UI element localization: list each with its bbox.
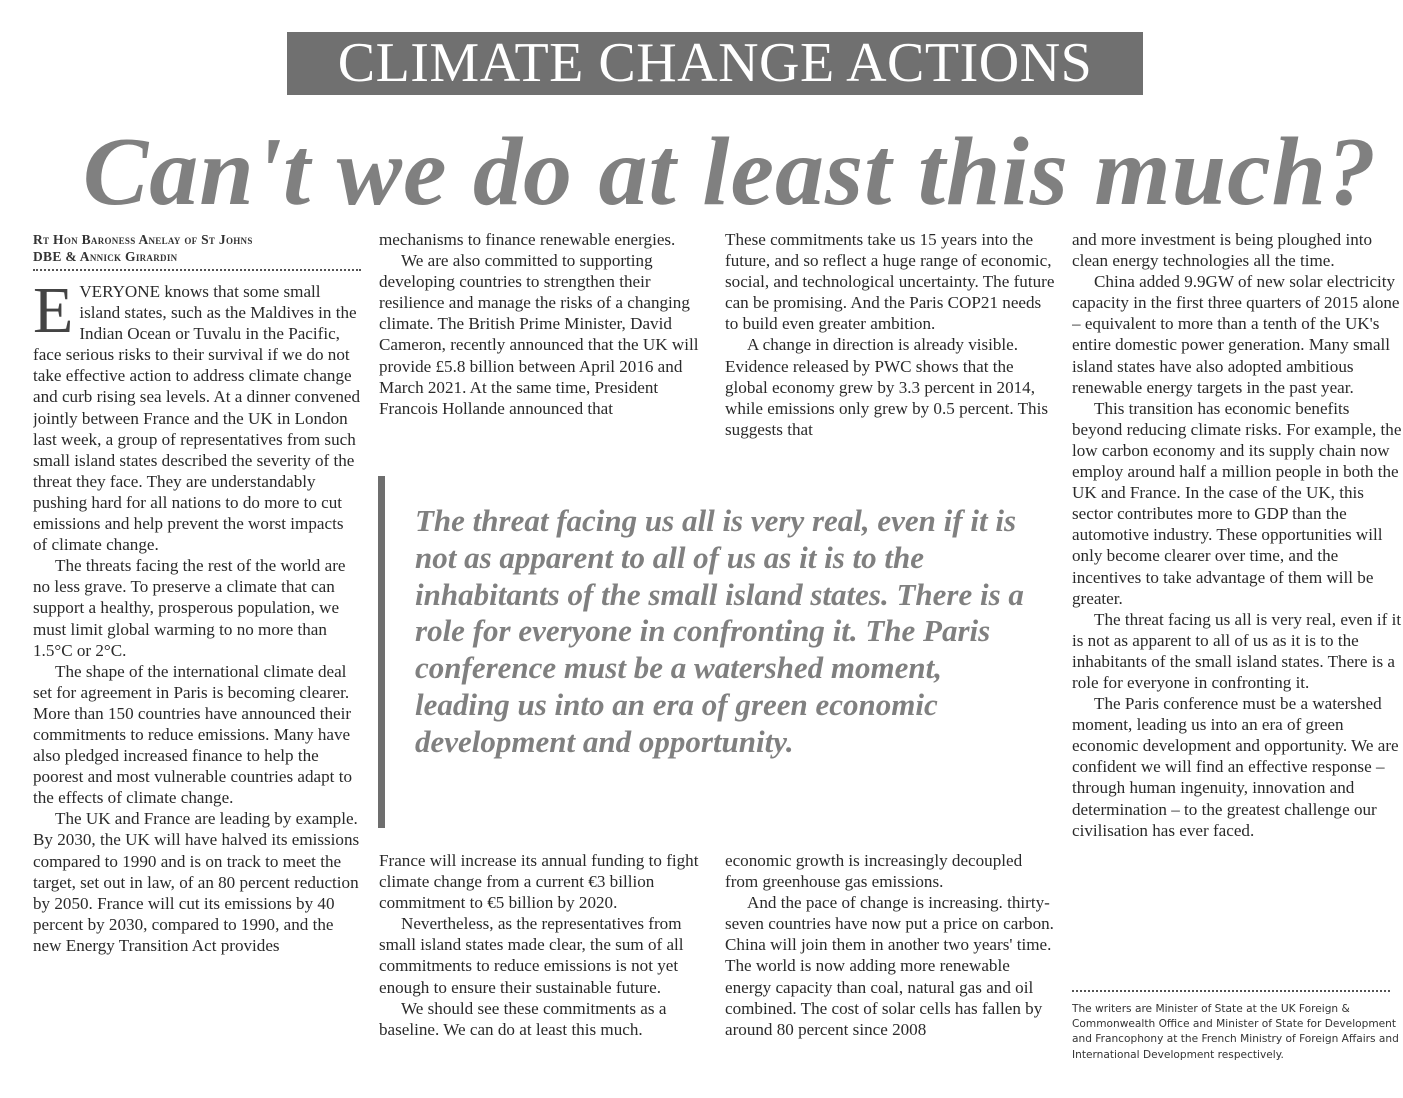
section-banner: CLIMATE CHANGE ACTIONS [287,32,1143,95]
article-column-2-bottom [379,850,709,1085]
lead-text: VERYONE knows that some small island states, such as the Maldives in the Indian Ocean or Tuvalu in the Pacific, face serious risks to their survival if we do not take effective action to address climate change and curb rising sea levels. At a dinner convened jointly between France and the UK in London last week, a group of representatives from such small island states described the severity of the threat they face. They are understandably pushing hard for all nations to do more to cut emissions and help prevent the worst impacts of climate change. [33,282,361,555]
article-paragraph: mechanisms to finance renewable energies. [379,230,676,249]
author-footnote: The writers are Minister of State at the UK Foreign & Commonwealth Office and Minister of State for Development and Francophony at the French Ministry of Foreign Affairs and International Development respectively. [1072,1003,1399,1061]
article-paragraph: We should see these commitments as a baseline. We can do at least this much. [379,998,667,1039]
article-paragraph: China added 9.9GW of new solar electricity capacity in the first three quarters of 2015 alone – equivalent to more than a tenth of the UK's entire domestic power generation. Many small island states have also adopted ambitious renewable energy targets in the past year. [1072,272,1400,397]
article-paragraph: and more investment is being ploughed into clean energy technologies all the time. [1072,230,1373,271]
article-paragraph: The threats facing the rest of the world are no less grave. To preserve a climate that can support a healthy, prosperous population, we must limit global warming to no more than 1.5°C or 2°C. [33,556,346,660]
byline-line2: DBE & Annick Girardin [33,249,178,264]
byline [33,231,363,265]
article-paragraph: Nevertheless, as the representatives from small island states made clear, the sum of all commitments to reduce emissions is not yet enough to ensure their sustainable future. [379,914,684,997]
article-paragraph: economic growth is increasingly decoupled from greenhouse gas emissions. [725,851,1023,892]
article-column-2-top [379,229,709,464]
pull-quote: The threat facing us all is very real, even if it is not as apparent to all of us as it is to the inhabitants of the small island states. There is a role for everyone in confronting it. The Paris conference must be a watershed moment, leading us into an era of green economic development and opportunity. [415,503,1024,759]
footnote-divider [1072,990,1390,992]
article-paragraph: We are also committed to supporting developing countries to strengthen their resilience and manage the risks of a changing climate. The British Prime Minister, David Cameron, recently announced that the UK will provide £5.8 billion between April 2016 and March 2021. At the same time, President Francois Hollande announced that [379,251,699,418]
article-column-3-bottom [725,850,1057,1085]
article-paragraph: France will increase its annual funding to fight climate change from a current €3 billion commitment to €5 billion by 2020. [379,851,699,913]
byline-divider [33,269,361,271]
pull-quote-bar [378,476,385,828]
drop-cap: E [33,281,74,347]
byline-line1: Rt Hon Baroness Anelay of St Johns [33,232,253,247]
article-column-4 [1072,229,1402,981]
article-paragraph: This transition has economic benefits beyond reducing climate risks. For example, the low carbon economy and its supply chain now employ around half a million people in both the UK and France. In the case of the UK, this sector contributes more to GDP than the automotive industry. These opportunities will only become clearer over time, and the incentives to take advantage of them will be greater. [1072,398,1402,608]
article-paragraph: And the pace of change is increasing. thirty-seven countries have now put a price on carbon. China will join them in another two years' time. The world is now adding more renewable energy capacity than coal, natural gas and oil combined. The cost of solar cells has fallen by around 80 percent since 2008 [725,893,1054,1039]
article-paragraph: The Paris conference must be a watershed moment, leading us into an era of green economic development and opportunity. We are confident we will find an effective response – through human ingenuity, innovation and determination – to the greatest challenge our civilisation has ever faced. [1072,694,1399,840]
article-paragraph: These commitments take us 15 years into the future, and so reflect a huge range of economic, social, and technological uncertainty. The future can be promising. And the Paris COP21 needs to build even greater ambition. [725,230,1055,334]
headline: Can't we do at least this much? [82,118,1378,226]
article-column-3-top [725,229,1057,464]
article-column-1 [33,281,361,1081]
article-paragraph: A change in direction is already visible. Evidence released by PWC shows that the global economy grew by 3.3 percent in 2014, while emissions only grew by 0.5 percent. This suggests that [725,335,1048,439]
article-paragraph [33,281,361,555]
article-paragraph: The threat facing us all is very real, even if it is not as apparent to all of us as it is to the inhabitants of the small island states. There is a role for everyone in confronting it. [1072,609,1402,692]
article-paragraph: The shape of the international climate deal set for agreement in Paris is becoming clearer. More than 150 countries have announced their commitments to reduce emissions. Many have also pledged increased finance to help the poorest and most vulnerable countries adapt to the effects of climate change. [33,661,352,808]
article-paragraph: The UK and France are leading by example. By 2030, the UK will have halved its emissions compared to 1990 and is on track to meet the target, set out in law, of an 80 percent reduction by 2050. France will cut its emissions by 40 percent by 2030, compared to 1990, and the new Energy Transition Act provides [33,809,360,955]
